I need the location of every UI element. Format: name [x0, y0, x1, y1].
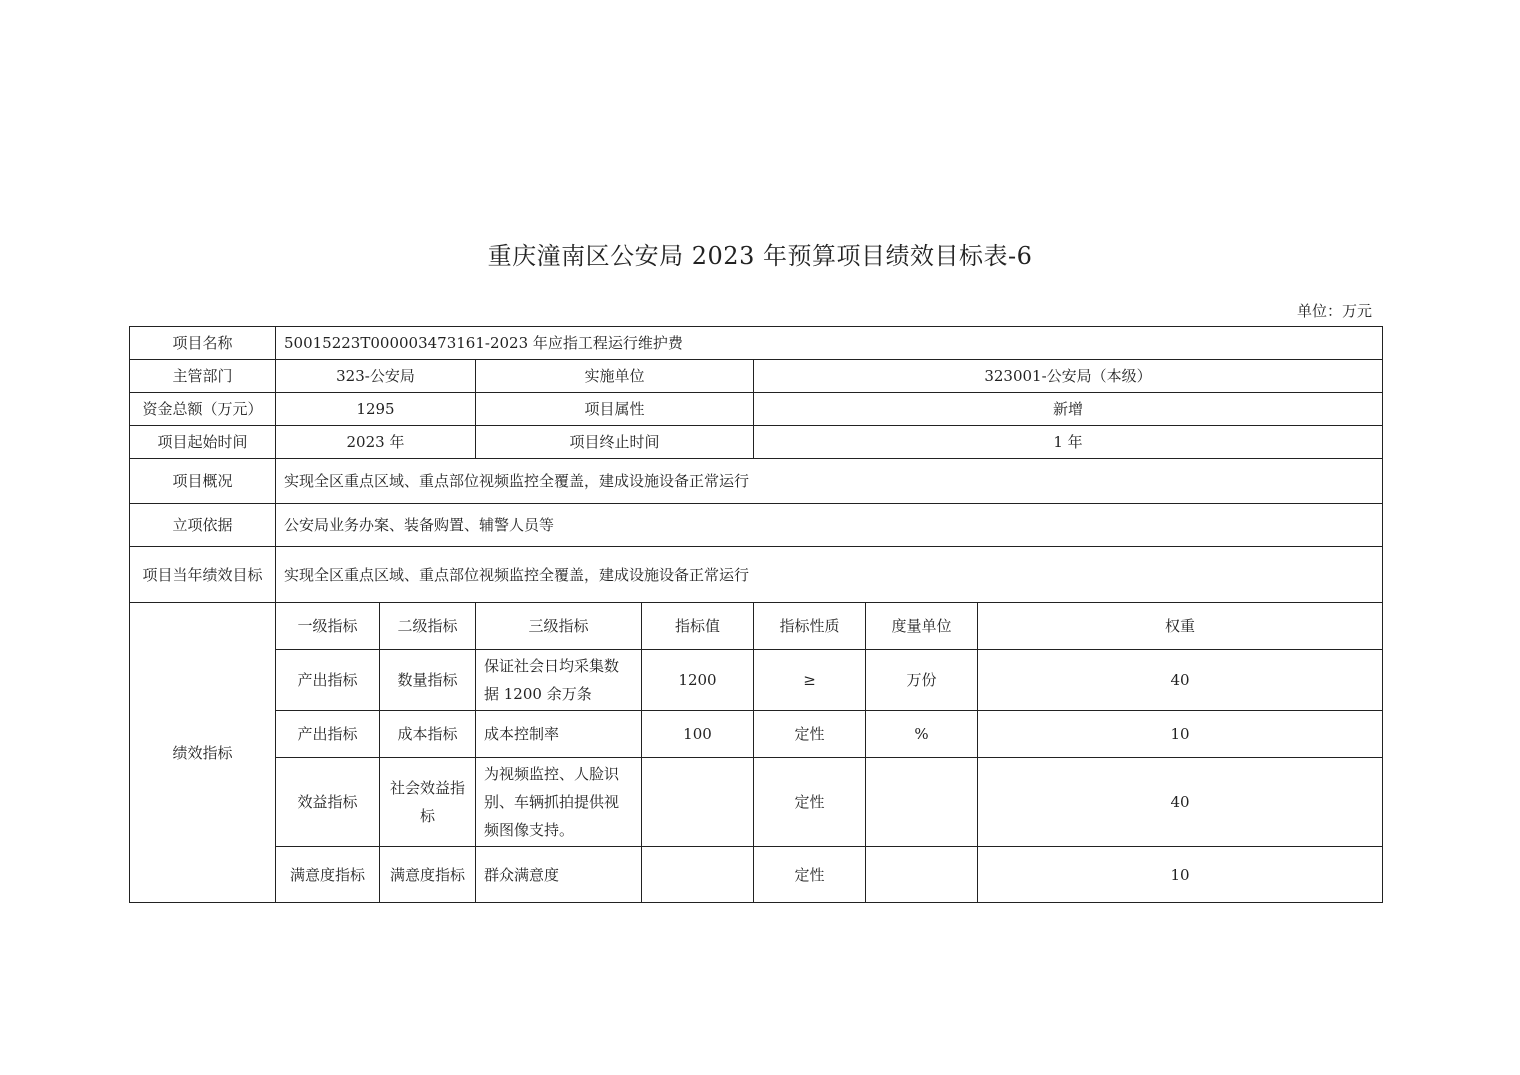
cell-l2: 满意度指标 [380, 847, 476, 903]
header-weight: 权重 [978, 603, 1383, 650]
table-row [130, 426, 1383, 459]
table-row [130, 327, 1383, 360]
attr-value: 新增 [754, 393, 1383, 426]
cell-unit [866, 847, 978, 903]
cell-l2: 数量指标 [380, 650, 476, 711]
table-row [130, 547, 1383, 603]
cell-weight: 10 [978, 847, 1383, 903]
dept-value: 323-公安局 [276, 360, 476, 393]
dept-label: 主管部门 [130, 360, 276, 393]
header-unit: 度量单位 [866, 603, 978, 650]
start-label: 项目起始时间 [130, 426, 276, 459]
cell-unit: % [866, 711, 978, 758]
header-l1: 一级指标 [276, 603, 380, 650]
cell-value [642, 758, 754, 847]
performance-table [129, 326, 1383, 903]
cell-l3: 成本控制率 [476, 711, 642, 758]
page-title: 重庆潼南区公安局 2023 年预算项目绩效目标表-6 [487, 242, 1033, 270]
cell-nature: 定性 [754, 847, 866, 903]
end-value: 1 年 [754, 426, 1383, 459]
cell-l3: 保证社会日均采集数据 1200 余万条 [476, 650, 642, 711]
cell-l3: 群众满意度 [476, 847, 642, 903]
basis-label: 立项依据 [130, 504, 276, 547]
table-row [130, 650, 1383, 711]
cell-l2: 社会效益指标 [380, 758, 476, 847]
unit-label: 单位：万元 [1296, 302, 1372, 320]
cell-unit: 万份 [866, 650, 978, 711]
fund-value: 1295 [276, 393, 476, 426]
end-label: 项目终止时间 [476, 426, 754, 459]
fund-label: 资金总额（万元） [130, 393, 276, 426]
goal-value: 实现全区重点区域、重点部位视频监控全覆盖，建成设施设备正常运行 [276, 547, 1383, 603]
cell-value: 100 [642, 711, 754, 758]
header-nature: 指标性质 [754, 603, 866, 650]
project-name-label: 项目名称 [130, 327, 276, 360]
table-row [130, 360, 1383, 393]
project-name-value: 50015223T000003473161-2023 年应指工程运行维护费 [276, 327, 1383, 360]
impl-value: 323001-公安局（本级） [754, 360, 1383, 393]
cell-nature: 定性 [754, 711, 866, 758]
table-row [130, 459, 1383, 504]
cell-l1: 产出指标 [276, 711, 380, 758]
overview-label: 项目概况 [130, 459, 276, 504]
table-row [130, 504, 1383, 547]
impl-label: 实施单位 [476, 360, 754, 393]
cell-value: 1200 [642, 650, 754, 711]
cell-value [642, 847, 754, 903]
cell-weight: 10 [978, 711, 1383, 758]
basis-value: 公安局业务办案、装备购置、辅警人员等 [276, 504, 1383, 547]
start-value: 2023 年 [276, 426, 476, 459]
table-row [130, 603, 1383, 650]
header-value: 指标值 [642, 603, 754, 650]
cell-l3: 为视频监控、人脸识别、车辆抓拍提供视频图像支持。 [476, 758, 642, 847]
header-l3: 三级指标 [476, 603, 642, 650]
cell-l1: 产出指标 [276, 650, 380, 711]
overview-value: 实现全区重点区域、重点部位视频监控全覆盖，建成设施设备正常运行 [276, 459, 1383, 504]
perf-label: 绩效指标 [130, 603, 276, 903]
goal-label: 项目当年绩效目标 [130, 547, 276, 603]
cell-l1: 满意度指标 [276, 847, 380, 903]
table-row [130, 758, 1383, 847]
table-row [130, 711, 1383, 758]
cell-nature: ≥ [754, 650, 866, 711]
cell-l2: 成本指标 [380, 711, 476, 758]
table-row [130, 393, 1383, 426]
cell-weight: 40 [978, 758, 1383, 847]
cell-l1: 效益指标 [276, 758, 380, 847]
cell-nature: 定性 [754, 758, 866, 847]
table-row [130, 847, 1383, 903]
attr-label: 项目属性 [476, 393, 754, 426]
header-l2: 二级指标 [380, 603, 476, 650]
cell-weight: 40 [978, 650, 1383, 711]
cell-unit [866, 758, 978, 847]
